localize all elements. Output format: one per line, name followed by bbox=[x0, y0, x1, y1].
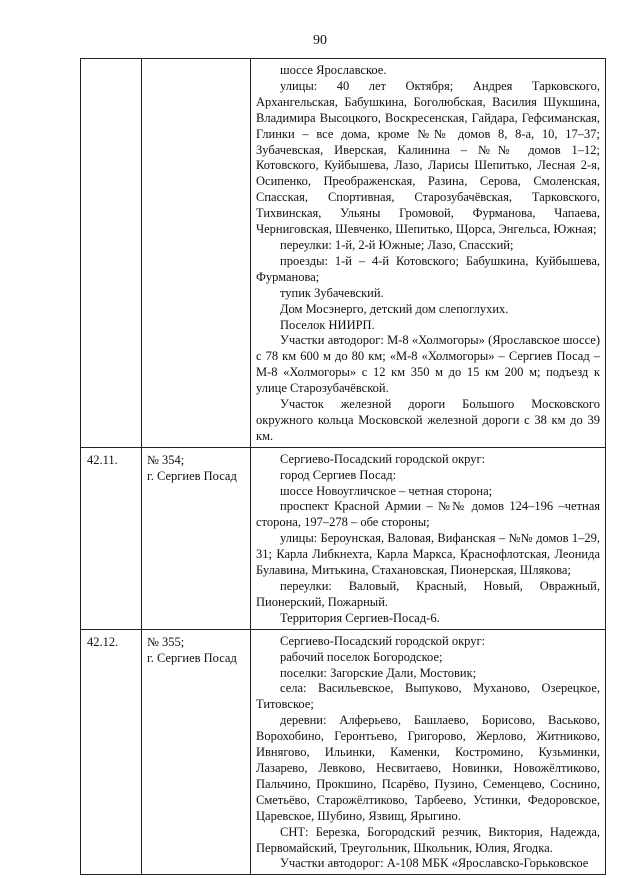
row-number-cell bbox=[81, 59, 142, 448]
territory-description-cell bbox=[251, 629, 606, 875]
district-location: г. Сергиев Посад bbox=[147, 468, 237, 483]
description-paragraph: рабочий поселок Богородское; bbox=[280, 649, 443, 664]
district-number: № 354; bbox=[147, 452, 185, 467]
description-paragraph: проезды: 1-й – 4-й Котовского; Бабушкина, Куйбышева, Фурманова; bbox=[256, 253, 600, 284]
description-paragraph: тупик Зубачевский. bbox=[280, 285, 384, 300]
description-paragraph: Территория Сергиев-Посад-6. bbox=[280, 610, 440, 625]
description-paragraph: переулки: Валовый, Красный, Новый, Овражный, Пионерский, Пожарный. bbox=[256, 579, 600, 609]
description-paragraph: проспект Красной Армии – №№ домов 124–196 –четная сторона, 197–278 – обе стороны; bbox=[256, 499, 600, 530]
description-paragraph: села: Васильевское, Выпуково, Муханово, Озерецкое, Титовское; bbox=[256, 681, 600, 712]
description-paragraph: шоссе Новоугличское – четная сторона; bbox=[280, 483, 493, 498]
table-row bbox=[81, 447, 606, 629]
row-number-cell: 42.12. bbox=[81, 629, 142, 875]
description-paragraph: улицы: Бероунская, Валовая, Вифанская – №№ домов 1–29, 31; Карла Либкнехта, Карла Маркса, Краснофлотская, Леонида Булавина, Митькина, Стахановская, Пионерская, Шлякова; bbox=[256, 531, 600, 578]
description-paragraph: Сергиево-Посадский городской округ: bbox=[280, 451, 486, 466]
district-cell bbox=[142, 59, 251, 448]
description-paragraph: деревни: Алферьево, Башлаево, Борисово, Васьково, Ворохобино, Геронтьево, Григорово, Жерлово, Житниково, Ивнягово, Ильинки, Каменки, Костромино, Кузьминки, Лазарево, Левково, Несвитаево, Новинки, Новожёлтиково, Пальчино, Прокшино, Псарёво, Пузино, Семенцево, Соснино, Сметьёво, Старожёлтиково, Тарбеево, Устинки, Федоровское, Царевское, Шубино, Язвищ, Ярыгино. bbox=[256, 713, 600, 823]
description-paragraph: Участки автодорог: А-108 МБК «Ярославско-Горьковское bbox=[280, 856, 589, 871]
district-cell bbox=[142, 629, 251, 875]
district-cell bbox=[142, 447, 251, 629]
territory-description-cell bbox=[251, 447, 606, 629]
description-paragraph: Поселок НИИРП. bbox=[280, 317, 375, 332]
description-paragraph: переулки: 1-й, 2-й Южные; Лазо, Спасский; bbox=[280, 237, 514, 252]
row-number-cell: 42.11. bbox=[81, 447, 142, 629]
district-location: г. Сергиев Посад bbox=[147, 650, 237, 665]
page-number: 90 bbox=[313, 33, 327, 48]
description-paragraph: Участки автодорог: М-8 «Холмогоры» (Ярославское шоссе) с 78 км 600 м до 80 км; «М-8 «Холмогоры» – Сергиев Посад – М-8 «Холмогоры» с 12 км 350 м до 15 км 200 м; подъезд к улице Старозубачёвской. bbox=[256, 333, 600, 396]
description-paragraph: поселки: Загорские Дали, Мостовик; bbox=[280, 665, 477, 680]
description-paragraph: Сергиево-Посадский городской округ: bbox=[280, 633, 486, 648]
territory-description-cell bbox=[251, 59, 606, 448]
description-paragraph: Участок железной дороги Большого Московского окружного кольца Московской железной дороги с 38 км до 39 км. bbox=[256, 397, 600, 443]
table-row bbox=[81, 59, 606, 448]
description-paragraph: город Сергиев Посад: bbox=[280, 467, 397, 482]
description-paragraph: Дом Мосэнерго, детский дом слепоглухих. bbox=[280, 301, 509, 316]
table-row bbox=[81, 629, 606, 875]
description-paragraph: шоссе Ярославское. bbox=[280, 63, 387, 77]
district-number: № 355; bbox=[147, 634, 185, 649]
description-paragraph: СНТ: Березка, Богородский резчик, Виктория, Надежда, Первомайский, Треугольник, Школьник, Юлия, Ягодка. bbox=[256, 824, 600, 855]
districts-table bbox=[80, 58, 606, 875]
description-paragraph: улицы: 40 лет Октября; Андрея Тарковского, Архангельская, Бабушкина, Боголюбская, Василия Шукшина, Владимира Высоцкого, Воскресенская, Гайдара, Гефсиманская, Глинки – все дома, кроме №№ домов 8, 8-а, 10, 17–37; Зубачевская, Иверская, Калинина – №№ домов 1–12; Котовского, Куйбышева, Лазо, Ларисы Шепитько, Лесная 2-я, Осипенко, Преображенская, Разина, Серова, Смоленская, Спасская, Спортивная, Старозубачёвская, Тарковского, Тихвинская, Ульяны Громовой, Фурманова, Чапаева, Черниговская, Шевченко, Шепитько, Щорса, Энгельса, Южная; bbox=[256, 78, 600, 237]
